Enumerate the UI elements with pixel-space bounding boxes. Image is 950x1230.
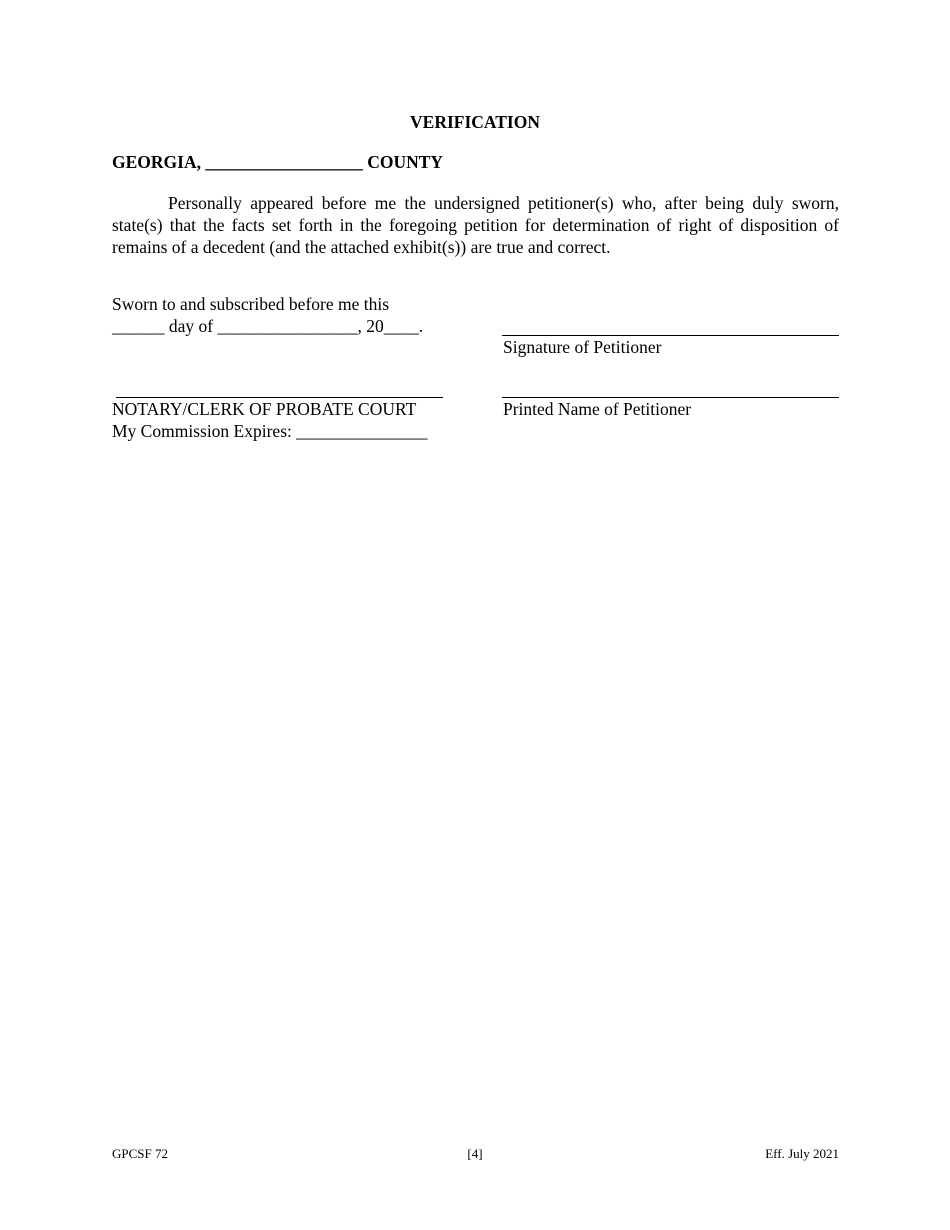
effective-date: Eff. July 2021 [765, 1146, 839, 1161]
notary-signature-line [116, 397, 443, 398]
county-line: GEORGIA, __________________ COUNTY [112, 152, 444, 172]
printed-name-of-petitioner-label: Printed Name of Petitioner [503, 399, 692, 419]
form-code: GPCSF 72 [112, 1146, 168, 1161]
sworn-line-1: Sworn to and subscribed before me this [112, 294, 390, 314]
commission-expires-line: My Commission Expires: _______________ [112, 421, 428, 441]
notary-clerk-label: NOTARY/CLERK OF PROBATE COURT [112, 399, 417, 419]
page-title: VERIFICATION [410, 112, 540, 132]
page-number: [4] [467, 1146, 483, 1161]
petitioner-signature-line [502, 335, 839, 336]
printed-name-line [502, 397, 839, 398]
signature-of-petitioner-label: Signature of Petitioner [503, 337, 662, 357]
verification-paragraph: Personally appeared before me the undersigned petitioner(s) who, after being duly sworn, state(s) that the facts set forth in the foregoing petition for determination of right of disposition of remains of a decedent (and the attached exhibit(s)) are true and correct. [112, 193, 839, 257]
sworn-date-line: ______ day of ________________, 20____. [112, 316, 424, 336]
